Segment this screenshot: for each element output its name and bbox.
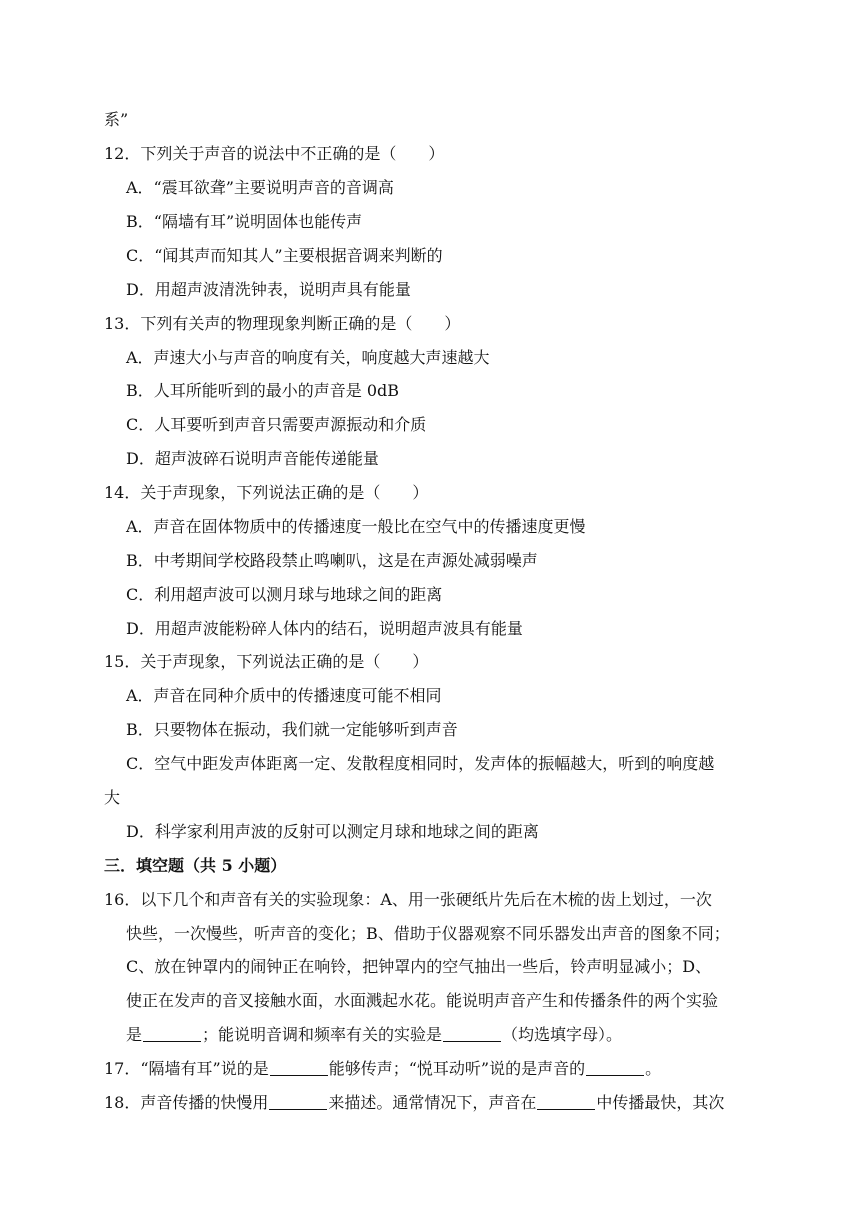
question-18-text-c: 中传播最快，其次 [596, 1093, 725, 1112]
question-15-option-d: D．科学家利用声波的反射可以测定月球和地球之间的距离 [126, 822, 539, 841]
question-18 [104, 1093, 724, 1113]
question-14-option-a: A．声音在固体物质中的传播速度一般比在空气中的传播速度更慢 [126, 517, 586, 536]
section-heading: 三．填空题（共 5 小题） [104, 856, 287, 875]
question-15-option-c: C．空气中距发声体距离一定、发散程度相同时，发声体的振幅越大，听到的响度越 [126, 754, 715, 773]
question-18-text-b: 来描述。通常情况下，声音在 [328, 1093, 537, 1112]
question-14-stem: 14．关于声现象，下列说法正确的是（ ） [104, 483, 429, 502]
question-16-text-b: ；能说明音调和频率有关的实验是 [202, 1025, 443, 1044]
question-17-text-b: 能够传声；“悦耳动听”说的是声音的 [328, 1059, 586, 1078]
question-13-option-d: D．超声波碎石说明声音能传递能量 [126, 449, 379, 468]
question-12-option-b: B．“隔墙有耳”说明固体也能传声 [126, 212, 363, 231]
question-12-option-d: D．用超声波清洗钟表，说明声具有能量 [126, 280, 411, 299]
answer-blank[interactable] [143, 1025, 201, 1042]
question-13-option-a: A．声速大小与声音的响度有关，响度越大声速越大 [126, 348, 490, 367]
question-12-stem: 12．下列关于声音的说法中不正确的是（ ） [104, 144, 445, 163]
question-18-text-a: 18．声音传播的快慢用 [104, 1093, 269, 1112]
question-16-line-1: 16．以下几个和声音有关的实验现象：A、用一张硬纸片先后在木梳的齿上划过，一次 [104, 890, 712, 909]
answer-blank[interactable] [443, 1025, 501, 1042]
question-12-option-a: A．“震耳欲聋”主要说明声音的音调高 [126, 178, 394, 197]
answer-blank[interactable] [586, 1059, 644, 1076]
question-15-stem: 15．关于声现象，下列说法正确的是（ ） [104, 652, 429, 671]
question-16-line-2: 快些，一次慢些，听声音的变化；B、借助于仪器观察不同乐器发出声音的图象不同； [126, 924, 730, 943]
answer-blank[interactable] [270, 1059, 328, 1076]
question-16-line-5 [126, 1025, 622, 1045]
question-13-option-c: C．人耳要听到声音只需要声源振动和介质 [126, 415, 427, 434]
question-14-option-d: D．用超声波能粉碎人体内的结石，说明超声波具有能量 [126, 619, 523, 638]
question-14-option-c: C．利用超声波可以测月球与地球之间的距离 [126, 585, 443, 604]
question-16-text-a: 是 [126, 1025, 143, 1044]
question-16-line-4: 使正在发声的音叉接触水面，水面溅起水花。能说明声音产生和传播条件的两个实验 [126, 991, 719, 1010]
question-16-text-c: （均选填字母）。 [502, 1025, 623, 1044]
question-15-option-c-continued: 大 [104, 788, 121, 807]
question-16-line-3: C、放在钟罩内的闹钟正在响铃，把钟罩内的空气抽出一些后，铃声明显减小；D、 [126, 957, 712, 976]
question-15-option-b: B．只要物体在振动，我们就一定能够听到声音 [126, 720, 458, 739]
question-17 [104, 1059, 661, 1079]
question-17-text-c: 。 [645, 1059, 662, 1078]
continued-fragment: 系” [104, 110, 129, 129]
answer-blank[interactable] [537, 1093, 595, 1110]
question-14-option-b: B．中考期间学校路段禁止鸣喇叭，这是在声源处减弱噪声 [126, 551, 538, 570]
question-13-option-b: B．人耳所能听到的最小的声音是 0dB [126, 381, 400, 400]
question-15-option-a: A．声音在同种介质中的传播速度可能不相同 [126, 686, 442, 705]
question-12-option-c: C．“闻其声而知其人”主要根据音调来判断的 [126, 246, 443, 265]
question-13-stem: 13．下列有关声的物理现象判断正确的是（ ） [104, 314, 461, 333]
answer-blank[interactable] [269, 1093, 327, 1110]
question-17-text-a: 17．“隔墙有耳”说的是 [104, 1059, 269, 1078]
